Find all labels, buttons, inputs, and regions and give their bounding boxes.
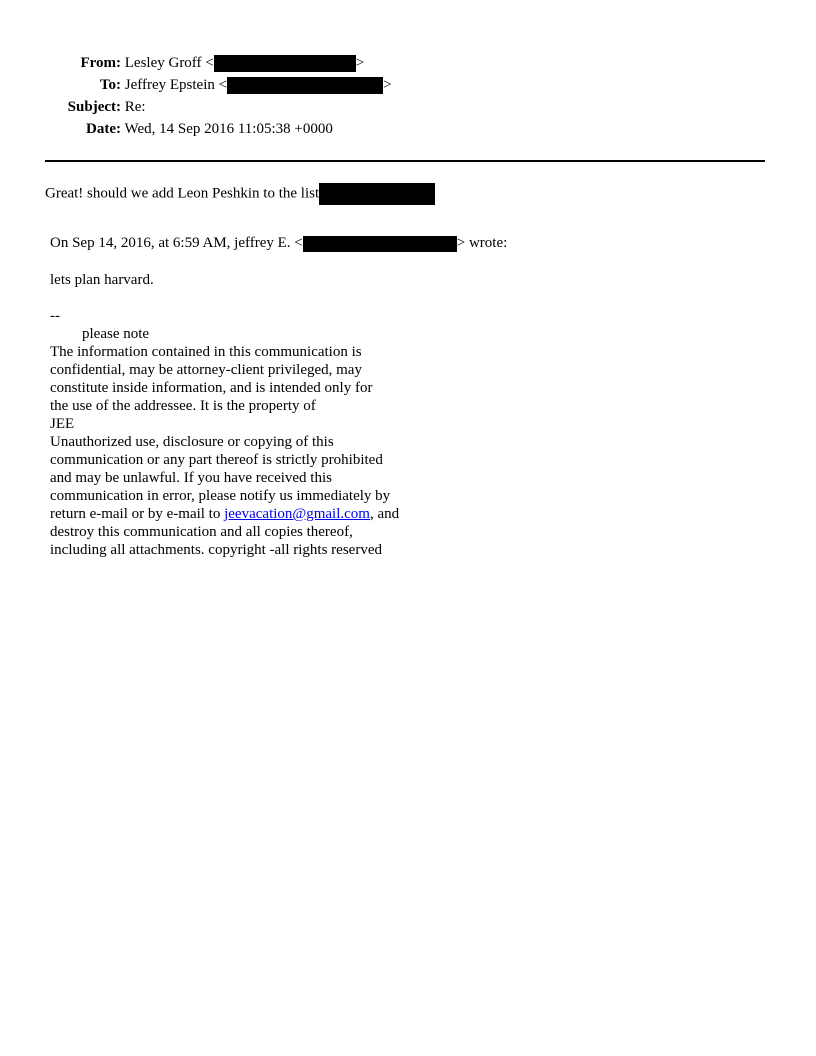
to-name: Jeffrey Epstein (124, 77, 215, 93)
from-label: From: (80, 55, 121, 71)
redaction (303, 236, 457, 252)
redaction (227, 77, 383, 94)
quote-text: lets plan harvard. (50, 272, 154, 288)
subject-row (0, 96, 600, 118)
email-link[interactable]: jeevacation@gmail.com (224, 506, 370, 522)
disclaimer: The information contained in this communication is confidential, may be attorney-client privileged, may constitute inside information, and is intended only for the use of the addressee. It is the property of JEE Unauthorized use, disclosure or copying of this communication or any part thereof is strictly prohibited and may be unlawful. If you have received this communication in error, please notify us immediately by return e-mail or by e-mail to jeevacation@gmail.com, and destroy this communication and all copies thereof, including all attachments. copyright -all rights reserved (50, 344, 400, 558)
please-note: please note (82, 326, 150, 342)
to-row: To: Jeffrey Epstein < > (0, 74, 600, 96)
subject-label: Subject: (67, 99, 121, 115)
from-row: From: Lesley Groff < > (0, 52, 600, 74)
to-label: To: (99, 77, 121, 93)
from-name: Lesley Groff (124, 55, 202, 71)
date-row (0, 118, 600, 140)
date-value: Wed, 14 Sep 2016 11:05:38 +0000 (124, 121, 333, 137)
redaction (214, 55, 356, 72)
quote-intro: On Sep 14, 2016, at 6:59 AM, jeffrey E. < > wrote: (50, 235, 508, 251)
reply-text: Great! should we add Leon Peshkin to the list (45, 183, 435, 205)
header-divider (45, 160, 765, 162)
date-label: Date: (86, 121, 121, 137)
redaction (319, 183, 435, 205)
subject-value: Re: (124, 99, 146, 115)
signature-separator: -- (50, 308, 60, 324)
